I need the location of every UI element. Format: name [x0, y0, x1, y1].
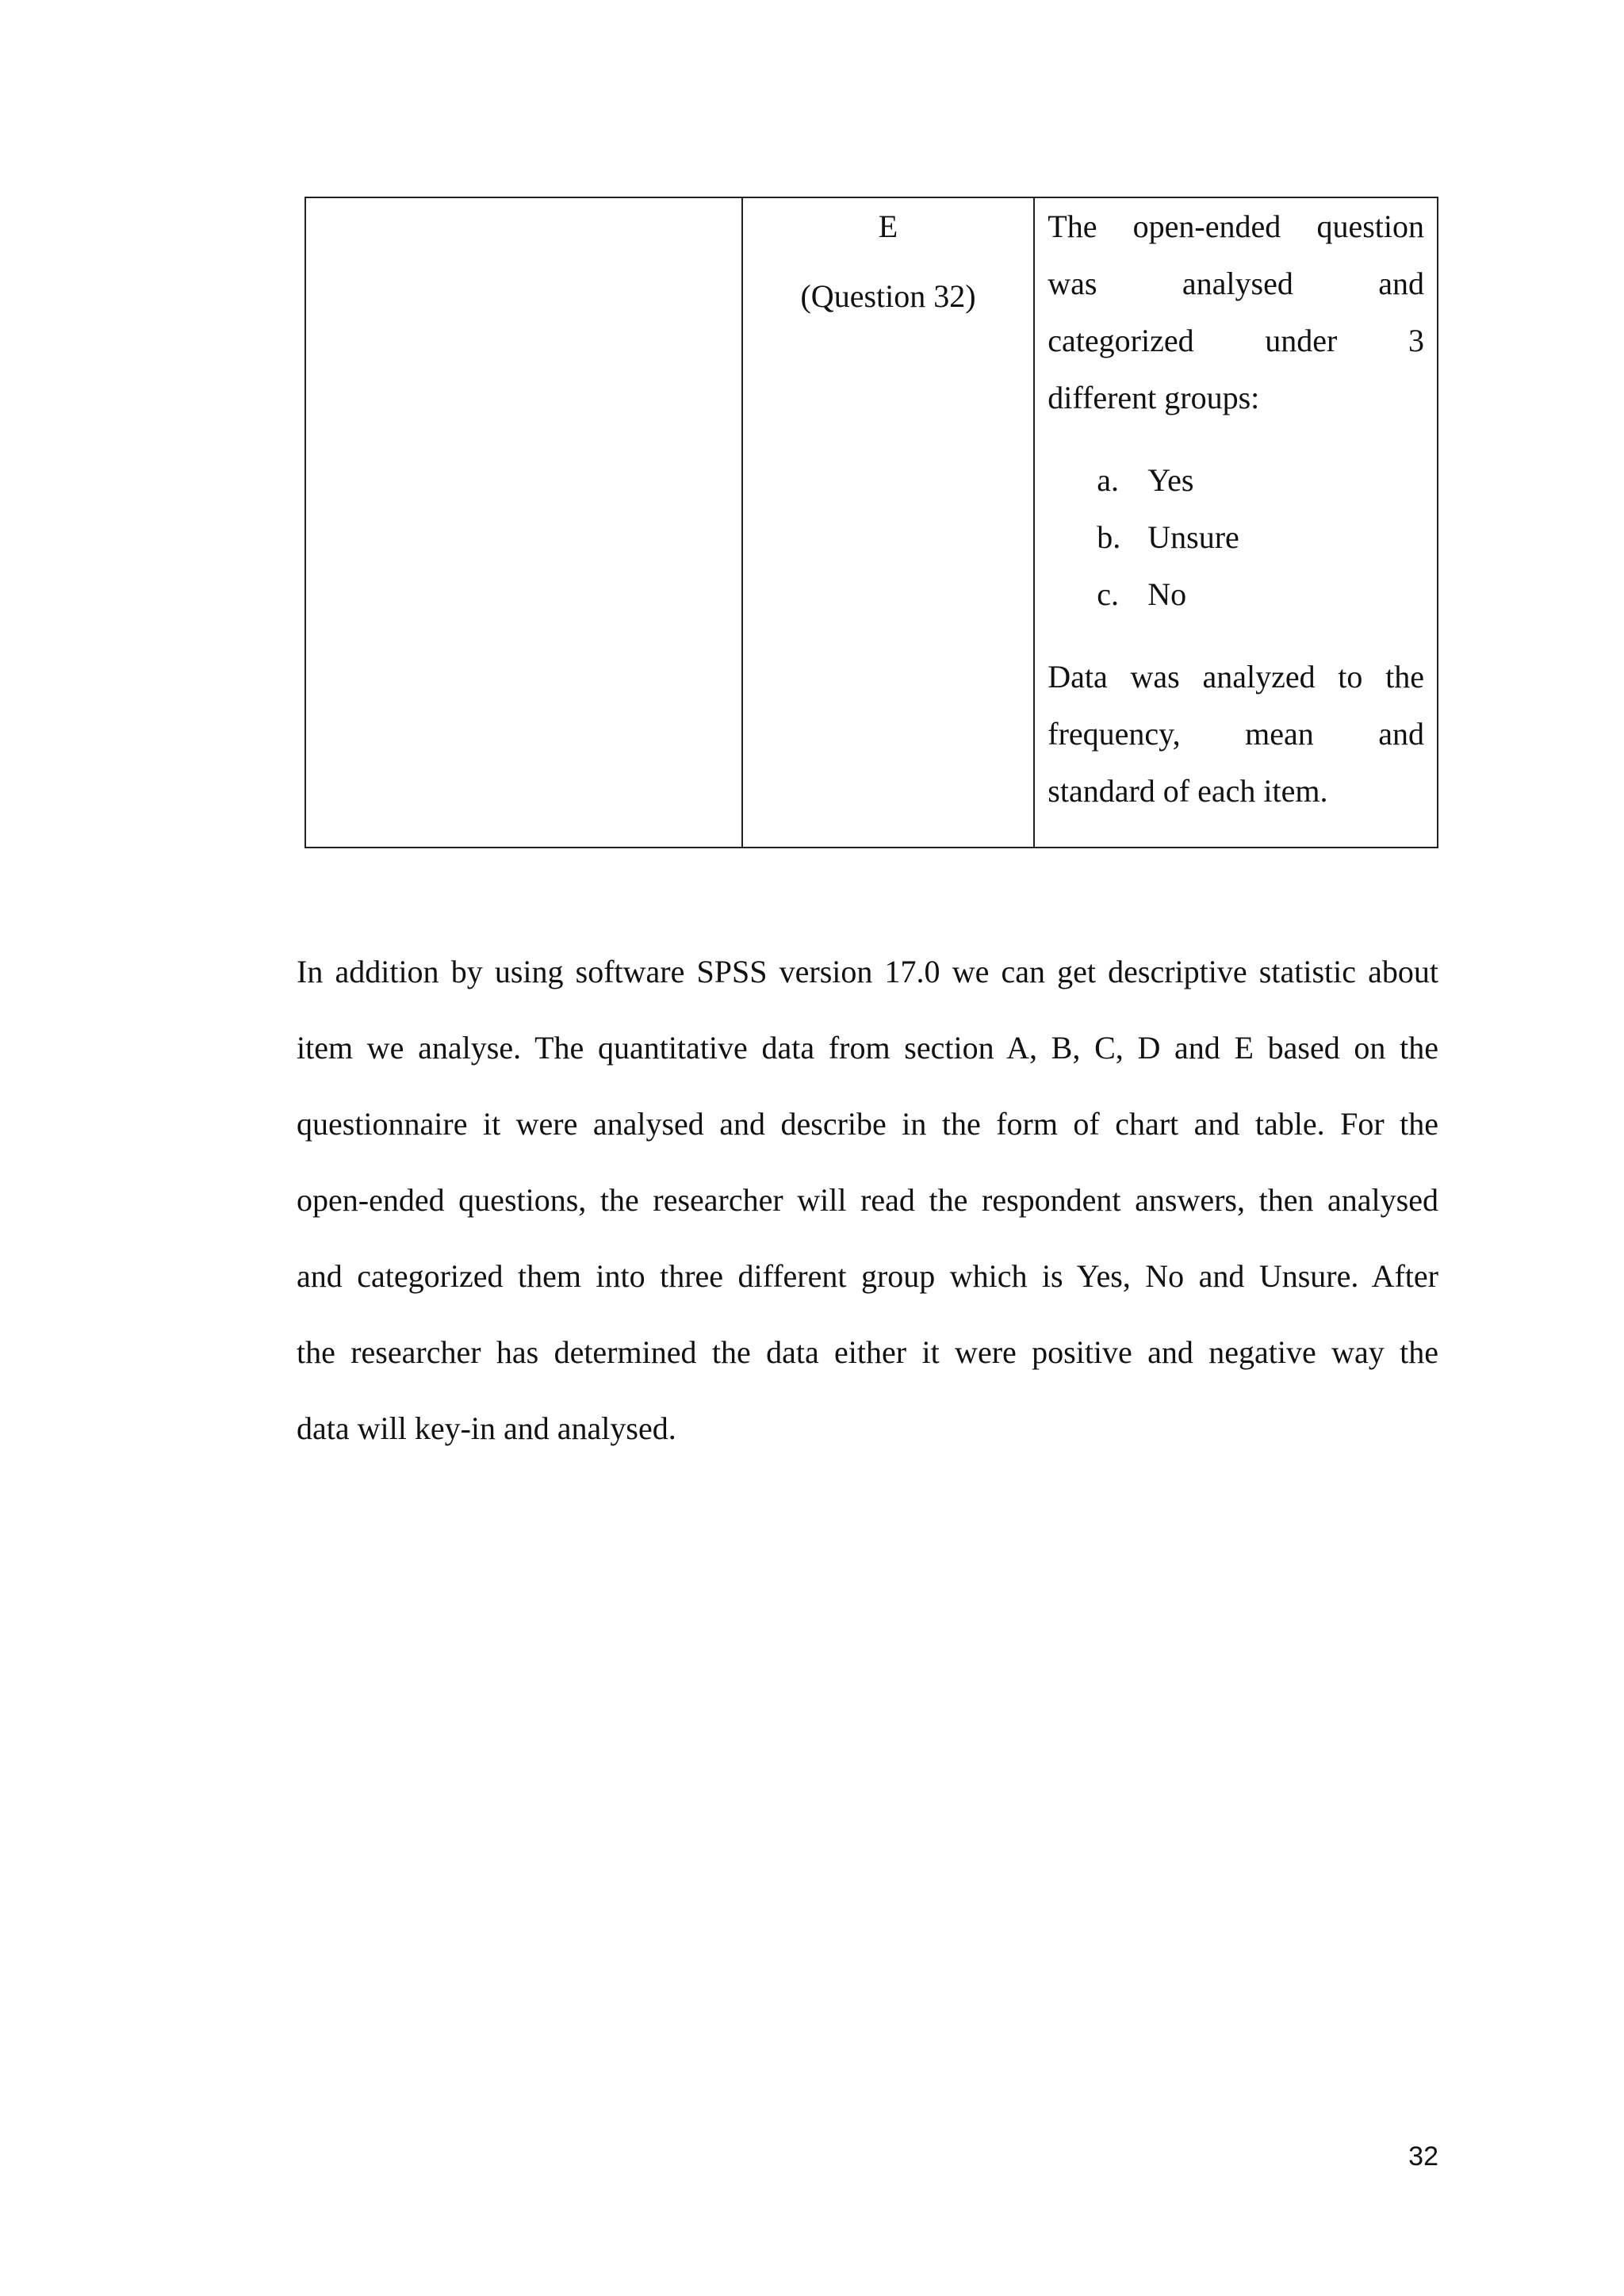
section-letter: E: [878, 209, 898, 244]
table-row: [305, 197, 1438, 848]
description-line: categorized under 3: [1048, 323, 1424, 358]
paragraph-line: item we analyse. The quantitative data from section A, B, C, D and E based on the: [297, 1030, 1438, 1066]
table-cell-empty: [305, 197, 742, 848]
list-marker: a.: [1097, 462, 1120, 498]
list-item: [1097, 452, 1424, 509]
analysis-table: [304, 197, 1438, 848]
table-cell-section: [742, 197, 1035, 848]
list-item: [1097, 566, 1424, 623]
analysis-line: standard of each item.: [1048, 773, 1328, 809]
paragraph-line: questionnaire it were analysed and describe in the form of chart and table. For the: [297, 1106, 1438, 1142]
description-line: different groups:: [1048, 380, 1260, 415]
analysis-text: [1048, 649, 1424, 820]
body-paragraph: [297, 934, 1438, 1467]
section-question: (Question 32): [800, 278, 976, 314]
analysis-line: frequency, mean and: [1048, 716, 1424, 752]
option-label: No: [1147, 576, 1187, 612]
paragraph-line: data will key-in and analysed.: [297, 1410, 676, 1446]
paragraph-line: and categorized them into three different group which is Yes, No and Unsure. After: [297, 1258, 1438, 1294]
analysis-line: Data was analyzed to the: [1048, 659, 1424, 695]
list-item: [1097, 509, 1424, 566]
paragraph-line: the researcher has determined the data either it were positive and negative way the: [297, 1334, 1438, 1370]
list-marker: c.: [1097, 576, 1120, 612]
table-cell-description: [1034, 197, 1438, 848]
description-line: The open-ended question: [1048, 209, 1424, 244]
description-line: was analysed and: [1048, 266, 1424, 301]
options-list: [1048, 452, 1424, 623]
list-marker: b.: [1097, 519, 1121, 555]
option-label: Yes: [1147, 462, 1194, 498]
paragraph-line: open-ended questions, the researcher will read the respondent answers, then analysed: [297, 1182, 1438, 1218]
description-text: [1048, 198, 1424, 427]
option-label: Unsure: [1147, 519, 1239, 555]
page-number: 32: [1408, 2141, 1438, 2172]
paragraph-line: In addition by using software SPSS version 17.0 we can get descriptive statistic about: [297, 954, 1438, 989]
